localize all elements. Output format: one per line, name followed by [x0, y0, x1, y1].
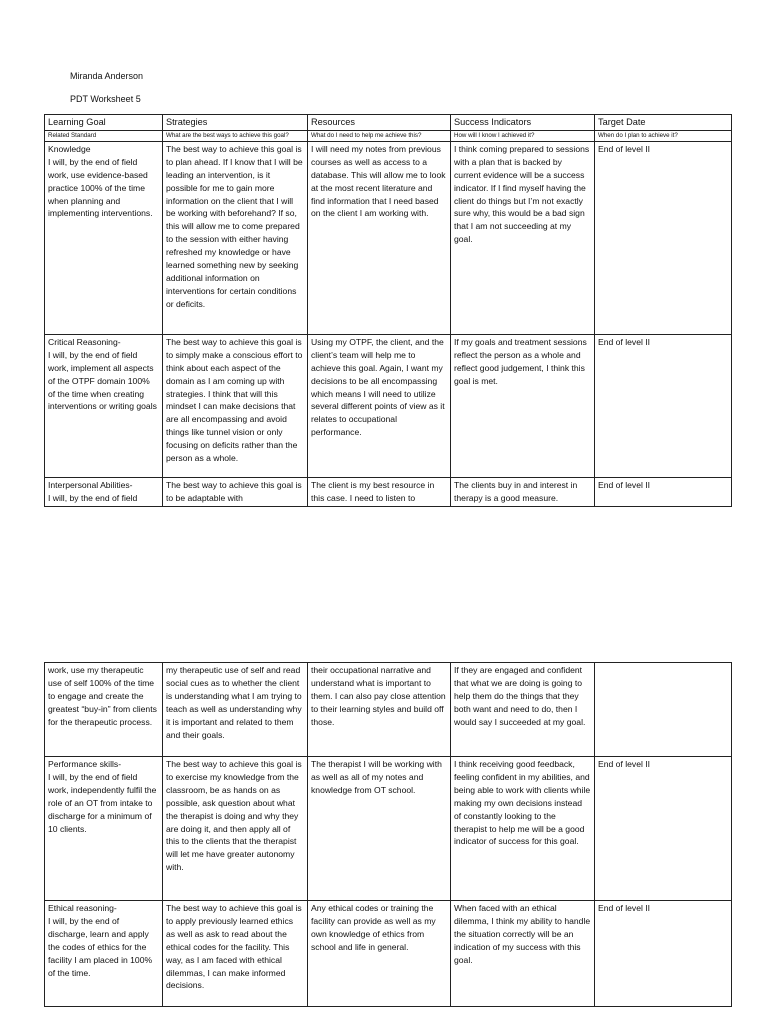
subheader-resources-question: What do I need to help me achieve this?: [308, 130, 451, 141]
target-date-cell: End of level II: [595, 757, 732, 901]
resources-cell: The client is my best resource in this case. I need to listen to: [308, 477, 451, 506]
table-row: [45, 334, 732, 477]
target-date-cell: End of level II: [595, 334, 732, 477]
success-indicators-cell: When faced with an ethical dilemma, I think my ability to handle the situation correctly will be an indication of my success with this goal.: [451, 901, 595, 1007]
success-indicators-cell: The clients buy in and interest in therapy is a good measure.: [451, 477, 595, 506]
column-header-target-date: Target Date: [595, 115, 732, 131]
success-indicators-cell: I think receiving good feedback, feeling confident in my abilities, and being able to work with clients while making my own decisions instead of constantly looking to the therapist to help me will be a good indicator of success for this goal.: [451, 757, 595, 901]
pdt-worksheet-table-page-2: [44, 662, 732, 1007]
strategies-cell: The best way to achieve this goal is to simply make a conscious effort to think about each aspect of the domain as I am coming up with strategies. I think that will this mindset I can make decisions that are all encompassing and avoid things like tunnel vision or only focusing on deficits rather than the person as a whole.: [163, 334, 308, 477]
table-header-row: [45, 115, 732, 131]
table-subheader-row: [45, 130, 732, 141]
target-date-cell: [595, 663, 732, 757]
pdt-worksheet-table-page-1: [44, 114, 732, 507]
table-row: [45, 663, 732, 757]
column-header-success-indicators: Success Indicators: [451, 115, 595, 131]
subheader-strategies-question: What are the best ways to achieve this goal?: [163, 130, 308, 141]
author-name: Miranda Anderson: [70, 71, 144, 81]
success-indicators-cell: I think coming prepared to sessions with a plan that is backed by current evidence will be a success indicator. If I find myself having the client do things but I’m not exactly sure why, this would be a bad sign that I am not succeeding at my goal.: [451, 141, 595, 334]
resources-cell: Any ethical codes or training the facility can provide as well as my own knowledge of ethics from school and life in general.: [308, 901, 451, 1007]
strategies-cell: my therapeutic use of self and read social cues as to whether the client is understanding what I am trying to teach as well as understanding why it is important and related to them and their goals.: [163, 663, 308, 757]
strategies-cell: The best way to achieve this goal is to exercise my knowledge from the classroom, be as hands on as possible, ask question about what the therapist is doing and why they are doing it, and then apply all of this to the clients that the therapist will let me have greater autonomy with.: [163, 757, 308, 901]
subheader-related-standard: Related Standard: [45, 130, 163, 141]
learning-goal-cell: Performance skills- I will, by the end of field work, independently fulfil the role of an OT from intake to discharge for a minimum of 10 clients.: [45, 757, 163, 901]
learning-goal-cell: work, use my therapeutic use of self 100% of the time to engage and create the greatest “buy-in” from clients for the therapeutic process.: [45, 663, 163, 757]
strategies-cell: The best way to achieve this goal is to plan ahead. If I know that I will be leading an intervention, is it possible for me to gain more information on the client that I will be working with beforehand? If so, this will allow me to come prepared to the session with either having refreshed my knowledge or have learned something new by seeking additional information on interventions for certain conditions or deficits.: [163, 141, 308, 334]
resources-cell: The therapist I will be working with as well as all of my notes and knowledge from OT school.: [308, 757, 451, 901]
column-header-strategies: Strategies: [163, 115, 308, 131]
document-header: [70, 70, 143, 106]
resources-cell: their occupational narrative and understand what is important to them. I can also pay close attention to their learning styles and build off those.: [308, 663, 451, 757]
target-date-cell: End of level II: [595, 901, 732, 1007]
column-header-learning-goal: Learning Goal: [45, 115, 163, 131]
table-row: [45, 757, 732, 901]
column-header-resources: Resources: [308, 115, 451, 131]
resources-cell: Using my OTPF, the client, and the client’s team will help me to achieve this goal. Again, I want my decisions to be all encompassing which means I will need to utilize several different points of view as it relates to occupational performance.: [308, 334, 451, 477]
success-indicators-cell: If they are engaged and confident that what we are doing is going to help them do the things that they both want and need to do, then I would say I succeeded at my goal.: [451, 663, 595, 757]
subheader-target-question: When do I plan to achieve it?: [595, 130, 732, 141]
learning-goal-cell: Critical Reasoning- I will, by the end of field work, implement all aspects of the OTPF domain 100% of the time when creating interventions or writing goals: [45, 334, 163, 477]
resources-cell: I will need my notes from previous courses as well as access to a database. This will allow me to look at the most recent literature and find information that I need based on the client I am working with.: [308, 141, 451, 334]
worksheet-title: PDT Worksheet 5: [70, 94, 141, 104]
target-date-cell: End of level II: [595, 477, 732, 506]
table-row: [45, 901, 732, 1007]
target-date-cell: End of level II: [595, 141, 732, 334]
table-row: [45, 477, 732, 506]
learning-goal-cell: Interpersonal Abilities- I will, by the end of field: [45, 477, 163, 506]
learning-goal-cell: Ethical reasoning- I will, by the end of discharge, learn and apply the codes of ethics for the facility I am placed in 100% of the time.: [45, 901, 163, 1007]
learning-goal-cell: Knowledge I will, by the end of field work, use evidence-based practice 100% of the time when planning and implementing interventions.: [45, 141, 163, 334]
subheader-success-question: How will I know I achieved it?: [451, 130, 595, 141]
strategies-cell: The best way to achieve this goal is to be adaptable with: [163, 477, 308, 506]
strategies-cell: The best way to achieve this goal is to apply previously learned ethics as well as ask to read about the ethical codes for the facility. This way, as I am faced with ethical dilemmas, I can make informed decisions.: [163, 901, 308, 1007]
table-row: [45, 141, 732, 334]
success-indicators-cell: If my goals and treatment sessions reflect the person as a whole and reflect good judgement, I think this goal is met.: [451, 334, 595, 477]
